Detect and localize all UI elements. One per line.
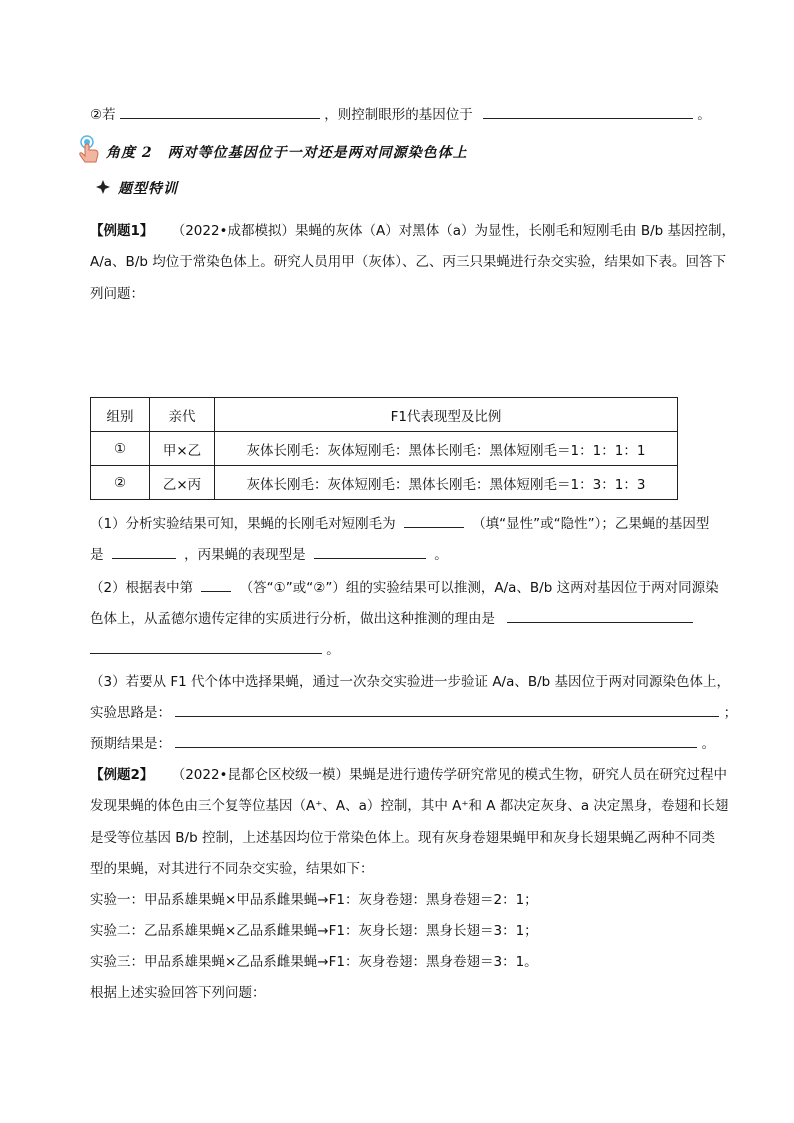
example-tag: 【例题2】: [90, 767, 154, 783]
experiment-2: 实验二：乙品系雄果蝇×乙品系雌果蝇→F1：灰身长翅：黑身长翅＝3：1；: [90, 923, 538, 939]
q3-line2: 实验思路是： ；: [90, 701, 737, 721]
example-tag: 【例题1】: [90, 223, 154, 239]
answer-blank[interactable]: [112, 544, 176, 559]
table-row: [91, 432, 678, 466]
example1-line3: 列问题：: [90, 286, 144, 302]
example2-line4: 型的果蝇，对其进行不同杂交实验，结果如下：: [90, 861, 374, 877]
experiment-1: 实验一：甲品系雄果蝇×甲品系雌果蝇→F1：灰身卷翅：黑身卷翅＝2：1；: [90, 892, 538, 908]
answer-blank[interactable]: [175, 733, 697, 748]
section-title: 角度 2 两对等位基因位于一对还是两对同源染色体上: [106, 145, 468, 161]
results-table: [90, 397, 678, 500]
table-cell: 乙×丙: [150, 466, 215, 500]
answer-blank[interactable]: [120, 104, 320, 119]
example2-line1: 【例题2】 （2022•昆都仑区校级一模）果蝇是进行遗传学研究常见的模式生物，研究人员在研究过程中: [90, 767, 728, 783]
example1-line2: A/a、B/b 均位于常染色体上。研究人员用甲（灰体）、乙、丙三只果蝇进行杂交实验，结果如下表。回答下: [90, 254, 726, 270]
diamond-bullet-icon: [96, 180, 110, 198]
answer-blank[interactable]: [201, 577, 231, 592]
answer-blank[interactable]: [404, 513, 464, 528]
q1-line1: （1）分析实验结果可知，果蝇的长刚毛对短刚毛为 （填“显性”或“隐性”）；乙果蝇的基因型: [90, 512, 709, 532]
table-header: F1代表现型及比例: [215, 398, 678, 432]
q2-line1: （2）根据表中第 （答“①”或“②”）组的实验结果可以推测，A/a、B/b 这两对基因位于两对同源染: [90, 576, 719, 596]
answer-blank[interactable]: [90, 639, 322, 654]
q1-line2: 是 ，丙果蝇的表现型是 。: [90, 543, 448, 563]
q3-line3: 预期结果是： 。: [90, 732, 715, 752]
table-cell: 灰体长刚毛：灰体短刚毛：黑体长刚毛：黑体短刚毛＝1：1：1：1: [215, 432, 678, 466]
answer-blank[interactable]: [175, 702, 719, 717]
answer-blank[interactable]: [483, 104, 693, 119]
q2-line3: 。: [90, 638, 340, 658]
table-header: 组别: [91, 398, 150, 432]
subheading: 题型特训: [118, 181, 178, 197]
example2-line3: 是受等位基因 B/b 控制，上述基因均位于常染色体上。现有灰身卷翅果蝇甲和灰身长翅果蝇乙两种不同类: [90, 830, 715, 846]
experiment-3: 实验三：甲品系雄果蝇×乙品系雌果蝇→F1：灰身卷翅：黑身卷翅＝3：1。: [90, 954, 538, 970]
q2-line2: 色体上，从孟德尔遗传定律的实质进行分析，做出这种推测的理由是: [90, 607, 693, 627]
example1-line1: 【例题1】 （2022•成都模拟）果蝇的灰体（A）对黑体（a）为显性，长刚毛和短刚毛由 B/b 基因控制，: [90, 223, 735, 239]
table-header-row: [91, 398, 678, 432]
example2-line2: 发现果蝇的体色由三个复等位基因（A⁺、A、a）控制，其中 A⁺和 A 都决定灰身、a 决定黑身，卷翅和长翅: [90, 798, 729, 814]
closing-line: 根据上述实验回答下列问题：: [90, 985, 266, 1001]
q3-line1: （3）若要从 F1 代个体中选择果蝇，通过一次杂交实验进一步验证 A/a、B/b 基因位于两对同源染色体上，: [90, 674, 731, 690]
table-row: [91, 466, 678, 500]
table-cell: ①: [91, 432, 150, 466]
table-cell: 甲×乙: [150, 432, 215, 466]
pointing-hand-icon: [76, 135, 102, 169]
answer-blank[interactable]: [507, 608, 693, 623]
table-header: 亲代: [150, 398, 215, 432]
answer-blank[interactable]: [314, 544, 426, 559]
table-cell: 灰体长刚毛：灰体短刚毛：黑体长刚毛：黑体短刚毛＝1：3：1：3: [215, 466, 678, 500]
top-question-line: ②若 ，则控制眼形的基因位于 。: [90, 103, 711, 123]
table-cell: ②: [91, 466, 150, 500]
